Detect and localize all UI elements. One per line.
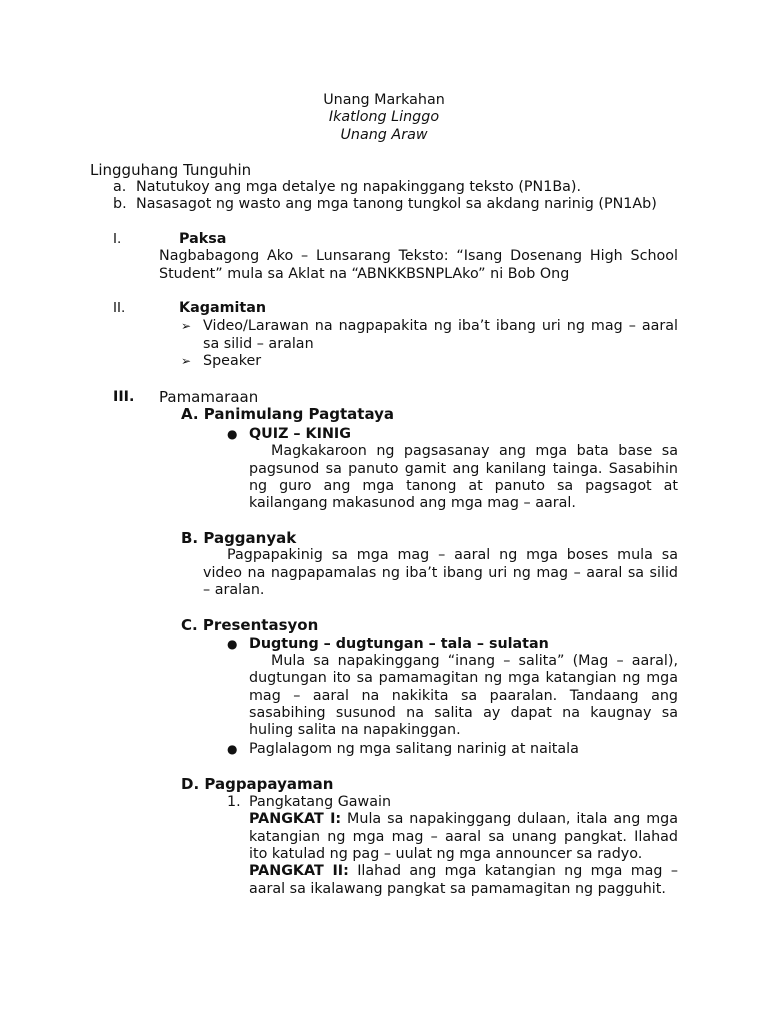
- topic-line: Nagbabagong Ako – Lunsarang Teksto: “Isang Dosenang High School: [159, 248, 678, 264]
- presentation-line: dugtungan ito sa pamamagitan ng mga katangian ng mga: [249, 670, 678, 686]
- bullet-icon: ●: [227, 742, 238, 756]
- motivation-line: – aralan.: [203, 582, 265, 598]
- motivation-line: video na nagpapamalas ng iba’t ibang uri ng mag – aaral sa silid: [203, 565, 678, 581]
- subsection-heading: A. Panimulang Pagtataya: [181, 405, 395, 423]
- section-heading: Kagamitan: [179, 300, 267, 316]
- presentation-line: huling salita na napakinggan.: [249, 722, 461, 738]
- objective-marker: a.: [113, 179, 127, 195]
- material-line: Video/Larawan na nagpapakita ng iba’t ibang uri ng mag – aaral: [203, 318, 678, 334]
- group-two-text: Ilahad ang mga katangian ng mga mag –: [348, 863, 678, 879]
- section-heading: Paksa: [179, 231, 227, 247]
- group-one-line: [249, 811, 678, 829]
- section-heading: Pamamaraan: [159, 388, 259, 406]
- objective-text: Natutukoy ang mga detalye ng napakinggang teksto (PN1Ba).: [136, 179, 582, 195]
- subsection-heading: B. Pagganyak: [181, 529, 297, 547]
- activity-title: QUIZ – KINIG: [249, 426, 351, 442]
- presentation-line: sasabihing susunod na salita ay dapat na kaugnay sa: [249, 705, 678, 721]
- group-work-title: Pangkatang Gawain: [249, 794, 392, 810]
- arrow-bullet-icon: ➢: [181, 354, 192, 368]
- group-two-line: [249, 863, 678, 881]
- activity-title: Dugtung – dugtungan – tala – sulatan: [249, 636, 549, 652]
- section-numeral: II.: [113, 300, 126, 316]
- subsection-heading: D. Pagpapayaman: [181, 775, 334, 793]
- subsection-heading: C. Presentasyon: [181, 616, 319, 634]
- day-subtitle: Unang Araw: [340, 127, 428, 143]
- objective-text: Nasasagot ng wasto ang mga tanong tungkol sa akdang narinig (PN1Ab): [136, 196, 657, 212]
- arrow-bullet-icon: ➢: [181, 319, 192, 333]
- objective-marker: b.: [113, 196, 127, 212]
- activity-line: Paglalagom ng mga salitang narinig at naitala: [249, 741, 579, 757]
- document-title: Unang Markahan: [323, 92, 445, 108]
- section-numeral: I.: [113, 231, 122, 247]
- activity-line: kailangang makasunod ang mga mag – aaral.: [249, 495, 576, 511]
- bullet-icon: ●: [227, 427, 238, 441]
- group-two-line: aaral sa ikalawang pangkat sa pamamagitan ng pagguhit.: [249, 881, 666, 897]
- material-line: sa silid – aralan: [203, 336, 314, 352]
- week-subtitle: Ikatlong Linggo: [328, 109, 440, 125]
- topic-line: Student” mula sa Aklat na “ABNKKBSNPLAko” ni Bob Ong: [159, 266, 570, 282]
- material-line: Speaker: [203, 353, 262, 369]
- group-one-line: katangian ng mga mag – aaral sa unang pangkat. Ilahad: [249, 829, 678, 845]
- objectives-heading: Lingguhang Tunguhin: [90, 161, 252, 179]
- group-one-text: Mula sa napakinggang dulaan, itala ang mga: [341, 811, 678, 827]
- section-numeral: III.: [113, 389, 135, 405]
- group-one-label: PANGKAT I:: [249, 811, 342, 827]
- bullet-icon: ●: [227, 637, 238, 651]
- list-marker: 1.: [227, 794, 241, 810]
- activity-line: ng guro ang mga tanong at panuto sa pagsagot at: [249, 478, 678, 494]
- presentation-line: mag – aaral na nakikita sa paaralan. Tandaang ang: [249, 688, 678, 704]
- activity-line: pagsunod sa panuto gamit ang kanilang tainga. Sasabihin: [249, 461, 678, 477]
- motivation-line: Pagpapakinig sa mga mag – aaral ng mga boses mula sa: [227, 547, 678, 563]
- activity-line: Magkakaroon ng pagsasanay ang mga bata base sa: [271, 443, 678, 459]
- group-two-label: PANGKAT II:: [249, 863, 349, 879]
- group-one-line: ito katulad ng pag – uulat ng mga announcer sa radyo.: [249, 846, 643, 862]
- presentation-line: Mula sa napakinggang “inang – salita” (Mag – aaral),: [271, 653, 678, 669]
